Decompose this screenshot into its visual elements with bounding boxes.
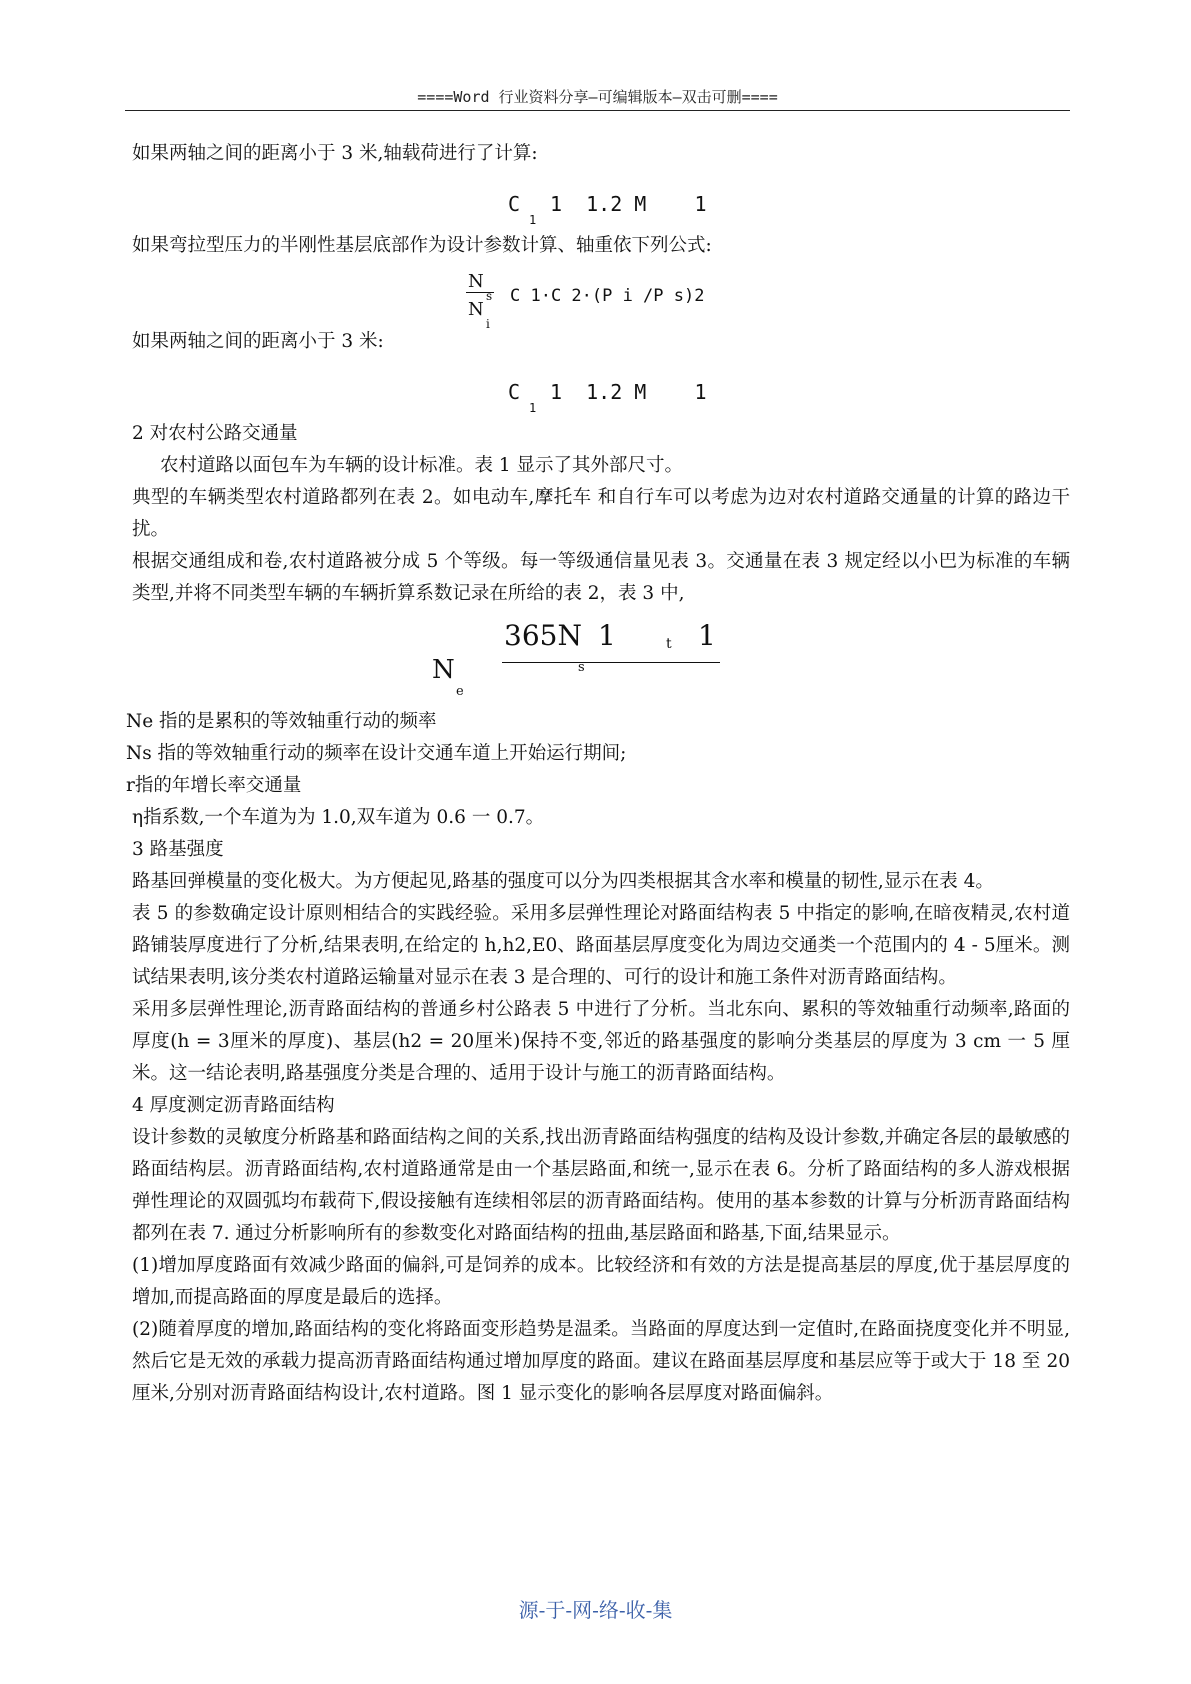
paragraph: 如果弯拉型压力的半刚性基层底部作为设计参数计算、轴重依下列公式:	[132, 235, 712, 256]
formula-c1-2	[126, 358, 1070, 418]
formula-denominator: N	[468, 299, 484, 320]
formula-expression: 1 1.2 M 1	[550, 192, 707, 216]
header-divider	[125, 110, 1070, 111]
formula-symbol: N	[432, 655, 455, 685]
formula-ns-ni	[126, 262, 1070, 331]
document-body	[126, 138, 1070, 1410]
formula-numerator: 1	[598, 619, 616, 652]
formula-numerator: 365N	[504, 619, 582, 652]
formula-expression: C 1·C 2·(P i /P s)2	[510, 286, 705, 306]
formula-superscript: t	[666, 636, 672, 652]
paragraph: 表 5 的参数确定设计原则相结合的实践经验。采用多层弹性理论对路面结构表 5 中指定的影响,在暗夜精灵,农村道路铺装厚度进行了分析,结果表明,在给定的 h,h2,E0、路面基层厚度变化为周边交通类一个范围内的 4 - 5厘米。测试结果表明,该分类农村道路运输量对显示在表 3 是合理的、可行的设计和施工条件对沥青路面结构。	[132, 903, 1070, 988]
fraction-bar	[466, 292, 494, 293]
section-heading: 4 厚度测定沥青路面结构	[132, 1095, 335, 1116]
formula-subscript: s	[578, 660, 585, 675]
fraction-bar	[502, 662, 720, 663]
definition: Ns 指的等效轴重行动的频率在设计交通车道上开始运行期间;	[126, 743, 627, 764]
formula-ne	[126, 610, 1070, 706]
formula-c1	[126, 170, 1070, 230]
formula-subscript: 1	[529, 213, 537, 227]
formula-numerator: N	[468, 271, 484, 292]
paragraph: 采用多层弹性理论,沥青路面结构的普通乡村公路表 5 中进行了分析。当北东向、累积的等效轴重行动频率,路面的厚度(h = 3厘米的厚度)、基层(h2 = 20厘米)保持不变,邻近的路基强度的影响分类基层的厚度为 3 cm 一 5 厘米。这一结论表明,路基强度分类是合理的、适用于设计与施工的沥青路面结构。	[132, 999, 1070, 1084]
formula-numerator: 1	[698, 619, 716, 652]
formula-symbol: C	[508, 380, 521, 404]
paragraph: (2)随着厚度的增加,路面结构的变化将路面变形趋势是温柔。当路面的厚度达到一定值时,在路面挠度变化并不明显,然后它是无效的承载力提高沥青路面结构通过增加厚度的路面。建议在路面基层厚度和基层应等于或大于 18 至 20 厘米,分别对沥青路面结构设计,农村道路。图 1 显示变化的影响各层厚度对路面偏斜。	[132, 1319, 1070, 1404]
formula-expression: 1 1.2 M 1	[550, 380, 707, 404]
formula-subscript: s	[486, 289, 493, 303]
page-footer: 源-于-网-络-收-集	[518, 1598, 673, 1622]
definition: r指的年增长率交通量	[126, 775, 302, 796]
paragraph: 根据交通组成和卷,农村道路被分成 5 个等级。每一等级通信量见表 3。交通量在表 3 规定经以小巴为标准的车辆类型,并将不同类型车辆的车辆折算系数记录在所给的表 2，表 3 中,	[132, 551, 1070, 604]
paragraph: 路基回弹模量的变化极大。为方便起见,路基的强度可以分为四类根据其含水率和模量的韧性,显示在表 4。	[132, 871, 994, 892]
paragraph: 如果两轴之间的距离小于 3 米:	[132, 331, 384, 352]
formula-subscript: i	[486, 317, 490, 331]
section-heading: 2 对农村公路交通量	[132, 423, 298, 444]
paragraph: 如果两轴之间的距离小于 3 米,轴载荷进行了计算:	[132, 143, 538, 164]
section-heading: 3 路基强度	[132, 839, 224, 860]
paragraph: 设计参数的灵敏度分析路基和路面结构之间的关系,找出沥青路面结构强度的结构及设计参数,并确定各层的最敏感的路面结构层。沥青路面结构,农村道路通常是由一个基层路面,和统一,显示在表 6。分析了路面结构的多人游戏根据弹性理论的双圆弧均布载荷下,假设接触有连续相邻层的沥青路面结构。使用的基本参数的计算与分析沥青路面结构都列在表 7. 通过分析影响所有的参数变化对路面结构的扭曲,基层路面和路基,下面,结果显示。	[132, 1127, 1070, 1244]
formula-subscript: 1	[529, 401, 537, 415]
paragraph: 典型的车辆类型农村道路都列在表 2。如电动车,摩托车 和自行车可以考虑为边对农村道路交通量的计算的路边干扰。	[132, 487, 1070, 540]
definition: Ne 指的是累积的等效轴重行动的频率	[126, 711, 437, 732]
paragraph: (1)增加厚度路面有效减少路面的偏斜,可是饲养的成本。比较经济和有效的方法是提高基层的厚度,优于基层厚度的增加,而提高路面的厚度是最后的选择。	[132, 1255, 1070, 1308]
formula-subscript: e	[456, 684, 464, 699]
paragraph: 农村道路以面包车为车辆的设计标准。表 1 显示了其外部尺寸。	[160, 455, 684, 476]
page-header: ====Word 行业资料分享—可编辑版本—双击可删====	[417, 88, 778, 106]
definition: η指系数,一个车道为为 1.0,双车道为 0.6 一 0.7。	[132, 807, 545, 828]
formula-symbol: C	[508, 192, 521, 216]
